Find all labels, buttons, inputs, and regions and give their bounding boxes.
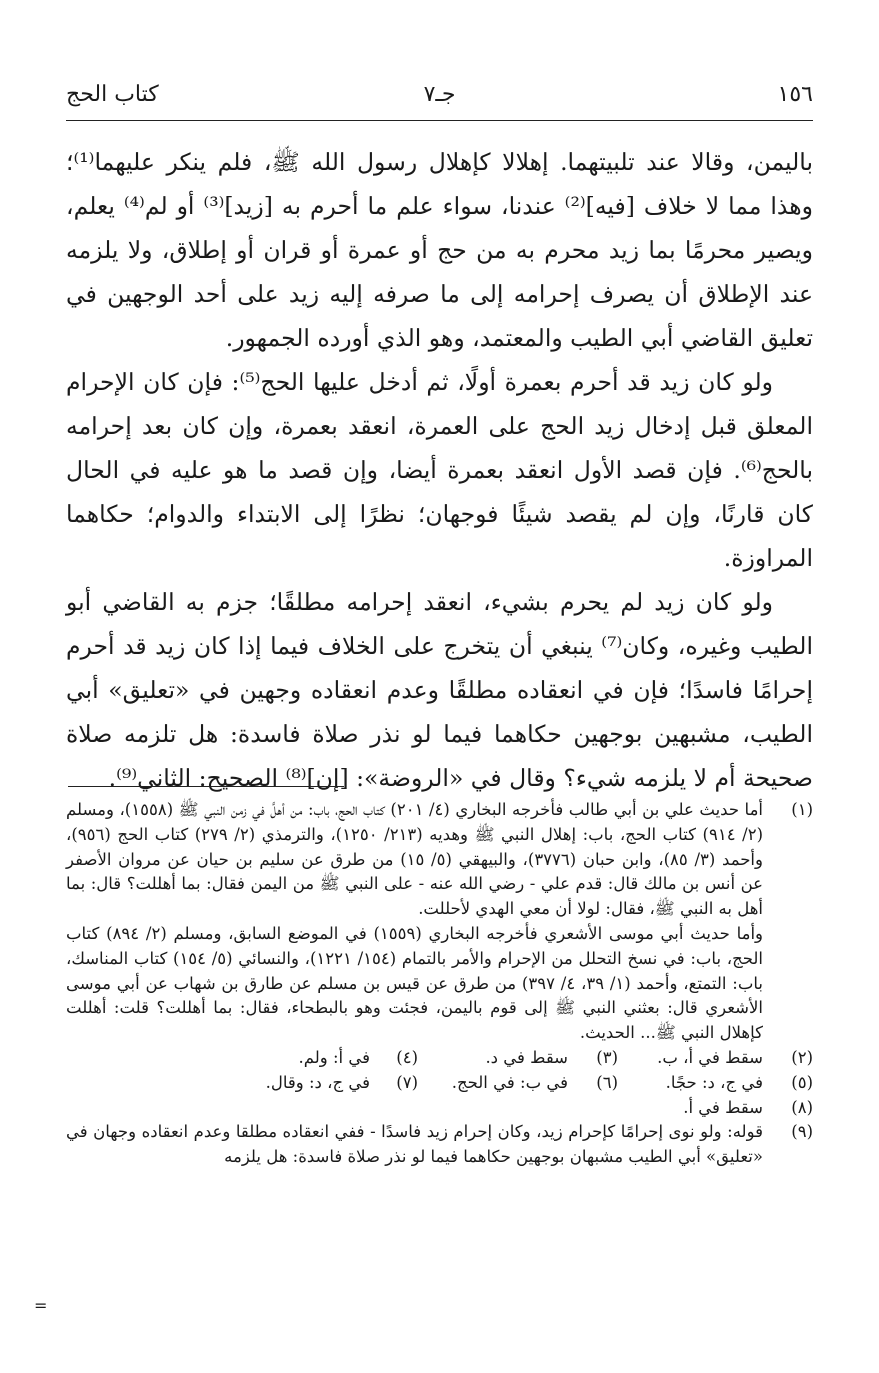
footnote-text: في ج، د: وقال.	[265, 1072, 370, 1092]
main-text	[66, 140, 813, 800]
book-title: كتاب الحج	[66, 82, 159, 107]
footnotes	[66, 798, 813, 1170]
footnote-text: وأما حديث أبي موسى الأشعري فأخرجه البخاري (١٥٥٩) في الموضع السابق، ومسلم (٢/ ٨٩٤) كتاب الحج، باب: في نسخ التحلل من الإحرام والأمر بالتمام (١٥٤/ ١٢٢١)، والنسائي (٥/ ١٥٤) كتاب المناسك، باب: التمتع، وأحمد (١/ ٣٩، ٤/ ٣٩٧) من طرق عن قيس بن مسلم عن طارق بن شهاب عن أبي موسى الأشعري قال: بعثني النبي ﷺ إلى قوم باليمن، فجئت وهو بالبطحاء، فقال: بما أهللت؟ قلت: أهللت كإهلال النبي ﷺ... الحديث.	[66, 923, 763, 1043]
footnote-number: (١)	[791, 800, 813, 819]
footnote-number: (٤)	[396, 1047, 418, 1067]
header-rule	[66, 120, 813, 121]
footnote-text: في ب: في الحج.	[451, 1072, 568, 1092]
footnote-number: (٥)	[791, 1072, 813, 1092]
footnote-text: سقط في د.	[485, 1047, 568, 1067]
footnote-number: (٢)	[791, 1047, 813, 1067]
footnote-row	[66, 1071, 813, 1096]
volume-label: جـ٧	[423, 82, 456, 107]
continuation-mark: =	[34, 1296, 48, 1315]
footnote-number: (٨)	[791, 1097, 813, 1117]
footnote-text: سقط في أ.	[683, 1097, 763, 1117]
paragraph: ولو كان زيد لم يحرم بشيء، انعقد إحرامه مطلقًا؛ جزم به القاضي أبو الطيب وغيره، وكان⁽⁷⁾ ينبغي أن يتخرج على الخلاف فيما إذا كان زيد قد أحرم إحرامًا فاسدًا؛ فإن في انعقاده مطلقًا وعدم انعقاده وجهين في «تعليق» أبي الطيب، مشبهين بوجهين حكاهما فيما لو نذر صلاة فاسدة: هل تلزمه صلاة صحيحة أم لا يلزمه شيء؟ وقال في «الروضة»: [إن]⁽⁸⁾ الصحيح: الثاني⁽⁹⁾.	[66, 588, 813, 792]
footnote-9	[66, 1120, 813, 1170]
running-header	[66, 82, 813, 112]
paragraph: ولو كان زيد قد أحرم بعمرة أولًا، ثم أدخل عليها الحج⁽⁵⁾: فإن كان الإحرام المعلق قبل إدخال زيد الحج على العمرة، انعقد بعمرة، وإن كان بعد إحرامه بالحج⁽⁶⁾. فإن قصد الأول انعقد بعمرة أيضا، وإن قصد ما هو عليه في الحال كان قارنًا، وإن لم يقصد شيئًا فوجهان؛ نظرًا إلى الابتداء والدوام؛ حكاهما المراوزة.	[66, 368, 813, 572]
footnote-number: (٦)	[596, 1072, 618, 1092]
footnote-1	[66, 798, 813, 1046]
footnote-text: أما حديث علي بن أبي طالب فأخرجه البخاري (٤/ ٢٠١) كتاب الحج، باب: من أهلَّ في زمن النبي ﷺ (١٥٥٨)، ومسلم (٢/ ٩١٤) كتاب الحج، باب: إهلال النبي ﷺ وهديه (٢١٣/ ١٢٥٠)، والترمذي (٢/ ٢٧٩) كتاب الحج (٩٥٦)، وأحمد (٣/ ٨٥)، وابن حبان (٣٧٧٦)، والبيهقي (٥/ ١٥) من طرق عن سليم بن حيان عن مروان الأصفر عن أنس بن مالك قال: قدم علي - رضي الله عنه - على النبي ﷺ من اليمن فقال: بما أهللت؟ قال: بما أهل به النبي ﷺ، فقال: لولا أن معي الهدي لأحللت.	[66, 800, 763, 919]
footnote-number: (٣)	[596, 1047, 618, 1067]
footnote-number: (٧)	[396, 1072, 418, 1092]
paragraph: باليمن، وقالا عند تلبيتهما. إهلالا كإهلال رسول الله ﷺ، فلم ينكر عليهما⁽¹⁾؛ وهذا مما لا خلاف [فيه]⁽²⁾ عندنا، سواء علم ما أحرم به [زيد]⁽³⁾ أو لم⁽⁴⁾ يعلم، ويصير محرمًا بما زيد محرم به من حج أو عمرة أو قران أو إطلاق، ولا يلزمه عند الإطلاق أن يصرف إحرامه إلى ما صرفه إليه زيد على أحد الوجهين في تعليق القاضي أبي الطيب والمعتمد، وهو الذي أورده الجمهور.	[66, 148, 813, 352]
footnote-text: في ج، د: حجًا.	[665, 1072, 763, 1092]
footnote-text: قوله: ولو نوى إحرامًا كإحرام زيد، وكان إحرام زيد فاسدًا - ففي انعقاده مطلقا وعدم انعقاده وجهان في «تعليق» أبي الطيب مشبهان بوجهين حكاهما فيما لو نذر صلاة فاسدة: هل يلزمه	[66, 1122, 763, 1167]
footnote-text: في أ: ولم.	[298, 1047, 370, 1067]
page-number: ١٥٦	[777, 82, 813, 107]
footnote-number: (٩)	[791, 1122, 813, 1142]
footnote-separator	[68, 786, 344, 787]
footnote-row	[66, 1046, 813, 1071]
footnote-text: سقط في أ، ب.	[657, 1047, 763, 1067]
footnote-row	[66, 1096, 813, 1121]
